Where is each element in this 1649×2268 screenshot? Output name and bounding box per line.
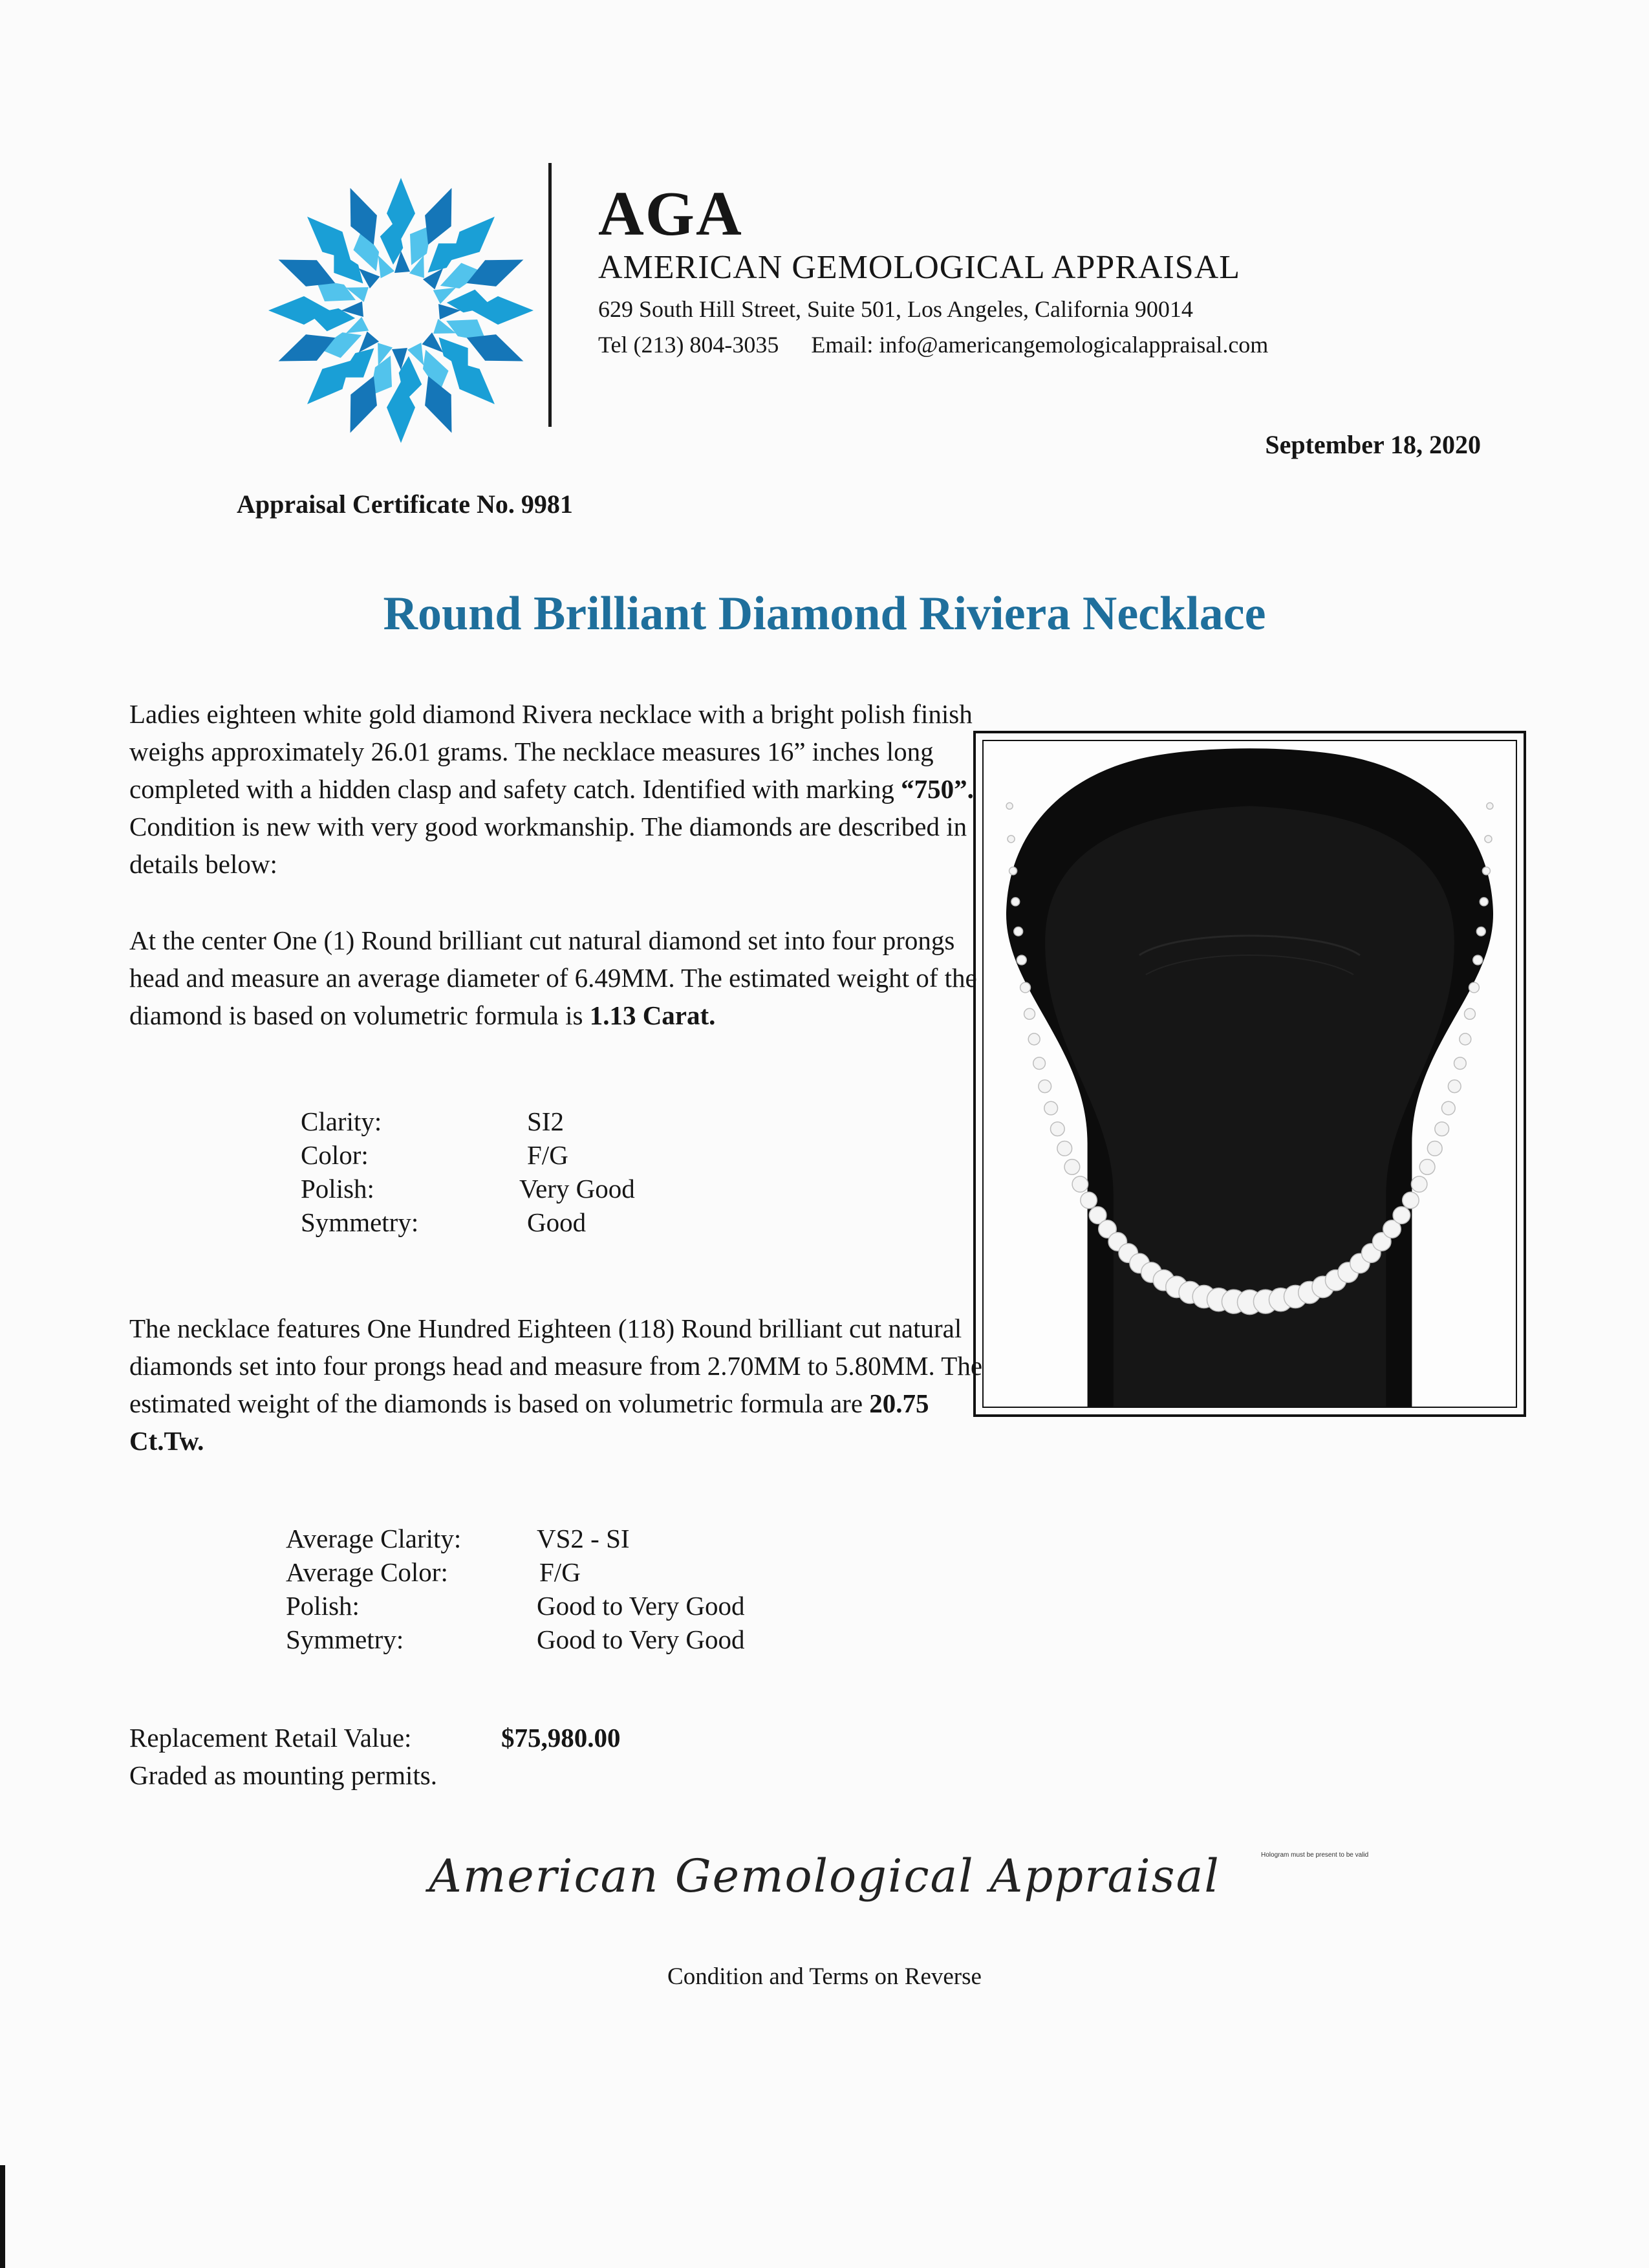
valuation-block <box>129 1719 621 1794</box>
grade-label: Average Clarity: <box>286 1524 462 1553</box>
grade-label: Polish: <box>301 1174 374 1204</box>
header-divider <box>548 163 552 427</box>
scan-edge <box>0 2165 5 2268</box>
certificate-number: Appraisal Certificate No. 9981 <box>237 490 573 519</box>
diamond-stone <box>1448 1080 1461 1093</box>
grade-label: Symmetry: <box>286 1625 404 1654</box>
diamond-stone <box>1024 1008 1035 1019</box>
grading-note: Graded as mounting permits. <box>129 1760 437 1790</box>
grade-value: VS2 - SI <box>537 1524 630 1553</box>
diamond-stone <box>1460 1033 1471 1045</box>
diamond-stone <box>1485 836 1492 843</box>
center-diamond-paragraph <box>129 922 983 1034</box>
grade-value: F/G <box>539 1557 581 1587</box>
grade-row <box>286 1589 745 1623</box>
diamond-stone <box>1465 1008 1476 1019</box>
starburst-icon <box>265 175 537 446</box>
necklace-photo-icon <box>984 741 1516 1407</box>
grade-value: Very Good <box>519 1174 635 1204</box>
grade-row <box>301 1205 635 1239</box>
diamond-stone <box>1393 1207 1410 1224</box>
company-name: AMERICAN GEMOLOGICAL APPRAISAL <box>598 249 1241 286</box>
side-diamonds-paragraph <box>129 1310 983 1460</box>
grade-value: Good to Very Good <box>537 1625 745 1654</box>
grade-label: Average Color: <box>286 1557 448 1587</box>
diamond-stone <box>1017 955 1026 965</box>
diamond-stone <box>1476 927 1485 936</box>
grade-value: Good to Very Good <box>537 1591 745 1621</box>
diamond-stone <box>1435 1122 1449 1136</box>
company-address: 629 South Hill Street, Suite 501, Los Angeles, California 90014 <box>598 296 1193 322</box>
grade-value: SI2 <box>527 1107 564 1136</box>
grade-row <box>286 1555 745 1589</box>
paragraph-text: At the center One (1) Round brilliant cut natural diamond set into four prongs head and measure an average diameter of 6.49MM. The estimated weight of the diamond is based on volumetric formula is <box>129 925 977 1030</box>
grade-label: Symmetry: <box>301 1207 419 1237</box>
company-contact <box>598 333 1268 356</box>
diamond-stone <box>1014 927 1023 936</box>
necklace-photo <box>982 740 1517 1408</box>
diamond-stone <box>1473 955 1483 965</box>
diamond-stone <box>1028 1033 1040 1045</box>
paragraph-text: Ladies eighteen white gold diamond Rivera necklace with a bright polish finish weighs approximately 26.01 grams. The necklace measures 16” inches long completed with a hidden clasp and safety catch. Identified with marking <box>129 699 973 804</box>
marking-value: “750”. <box>901 774 974 804</box>
diamond-stone <box>1020 982 1031 993</box>
diamond-stone <box>1411 1176 1427 1192</box>
diamond-stone <box>1008 836 1015 843</box>
grade-row <box>286 1623 745 1656</box>
valuation-amount: $75,980.00 <box>501 1723 621 1753</box>
valuation-row <box>129 1719 621 1756</box>
grade-label: Color: <box>301 1140 369 1170</box>
grade-row <box>301 1138 635 1172</box>
diamond-stone <box>1072 1176 1088 1192</box>
diamond-stone <box>1050 1122 1064 1136</box>
diamond-stone <box>1039 1080 1051 1093</box>
center-diamond-grades <box>301 1105 635 1239</box>
grade-row <box>301 1172 635 1205</box>
diamond-stone <box>1057 1141 1072 1156</box>
total-carat-weight: 20.75 Ct.Tw. <box>129 1388 929 1456</box>
grade-label: Clarity: <box>301 1107 382 1136</box>
grade-row <box>286 1522 745 1555</box>
diamond-stone <box>1403 1192 1419 1208</box>
center-carat-weight: 1.13 Carat. <box>589 1000 716 1030</box>
diamond-stone <box>1480 898 1488 906</box>
diamond-stone <box>1064 1160 1080 1175</box>
diamond-stone <box>1454 1057 1467 1070</box>
diamond-stone <box>1469 982 1480 993</box>
valuation-label: Replacement Retail Value: <box>129 1723 412 1753</box>
necklace-photo-frame <box>973 731 1526 1417</box>
page-title: Round Brilliant Diamond Riviera Necklace <box>383 587 1266 640</box>
diamond-stone <box>1081 1192 1097 1208</box>
side-diamond-grades <box>286 1522 745 1656</box>
diamond-stone <box>1009 867 1017 875</box>
description-paragraph <box>129 695 983 883</box>
diamond-stone <box>1482 867 1490 875</box>
signature: American Gemological Appraisal <box>429 1850 1220 1903</box>
grade-value: Good <box>527 1207 587 1237</box>
diamond-stone <box>1011 898 1020 906</box>
diamond-stone <box>1487 803 1493 809</box>
grade-row <box>301 1105 635 1138</box>
grade-label: Polish: <box>286 1591 360 1621</box>
diamond-stone <box>1441 1101 1455 1115</box>
diamond-stone <box>1044 1101 1058 1115</box>
diamond-stone <box>1427 1141 1442 1156</box>
diamond-stone <box>1033 1057 1046 1070</box>
diamond-stone <box>1419 1160 1435 1175</box>
company-email: Email: info@americangemologicalappraisal.com <box>811 332 1269 358</box>
terms-footer: Condition and Terms on Reverse <box>667 1963 982 1990</box>
paragraph-text: Condition is new with very good workmanship. The diamonds are described in details below: <box>129 812 967 879</box>
company-abbreviation: AGA <box>598 179 743 249</box>
grade-value: F/G <box>527 1140 568 1170</box>
paragraph-text: The necklace features One Hundred Eighteen (118) Round brilliant cut natural diamonds set into four prongs head and measure from 2.70MM to 5.80MM. The estimated weight of the diamonds is based on volumetric formula are <box>129 1313 983 1418</box>
company-phone: Tel (213) 804-3035 <box>598 332 779 358</box>
certificate-date: September 18, 2020 <box>1265 430 1481 459</box>
hologram-note: Hologram must be present to be valid <box>1261 1852 1369 1859</box>
diamond-stone <box>1006 803 1013 809</box>
